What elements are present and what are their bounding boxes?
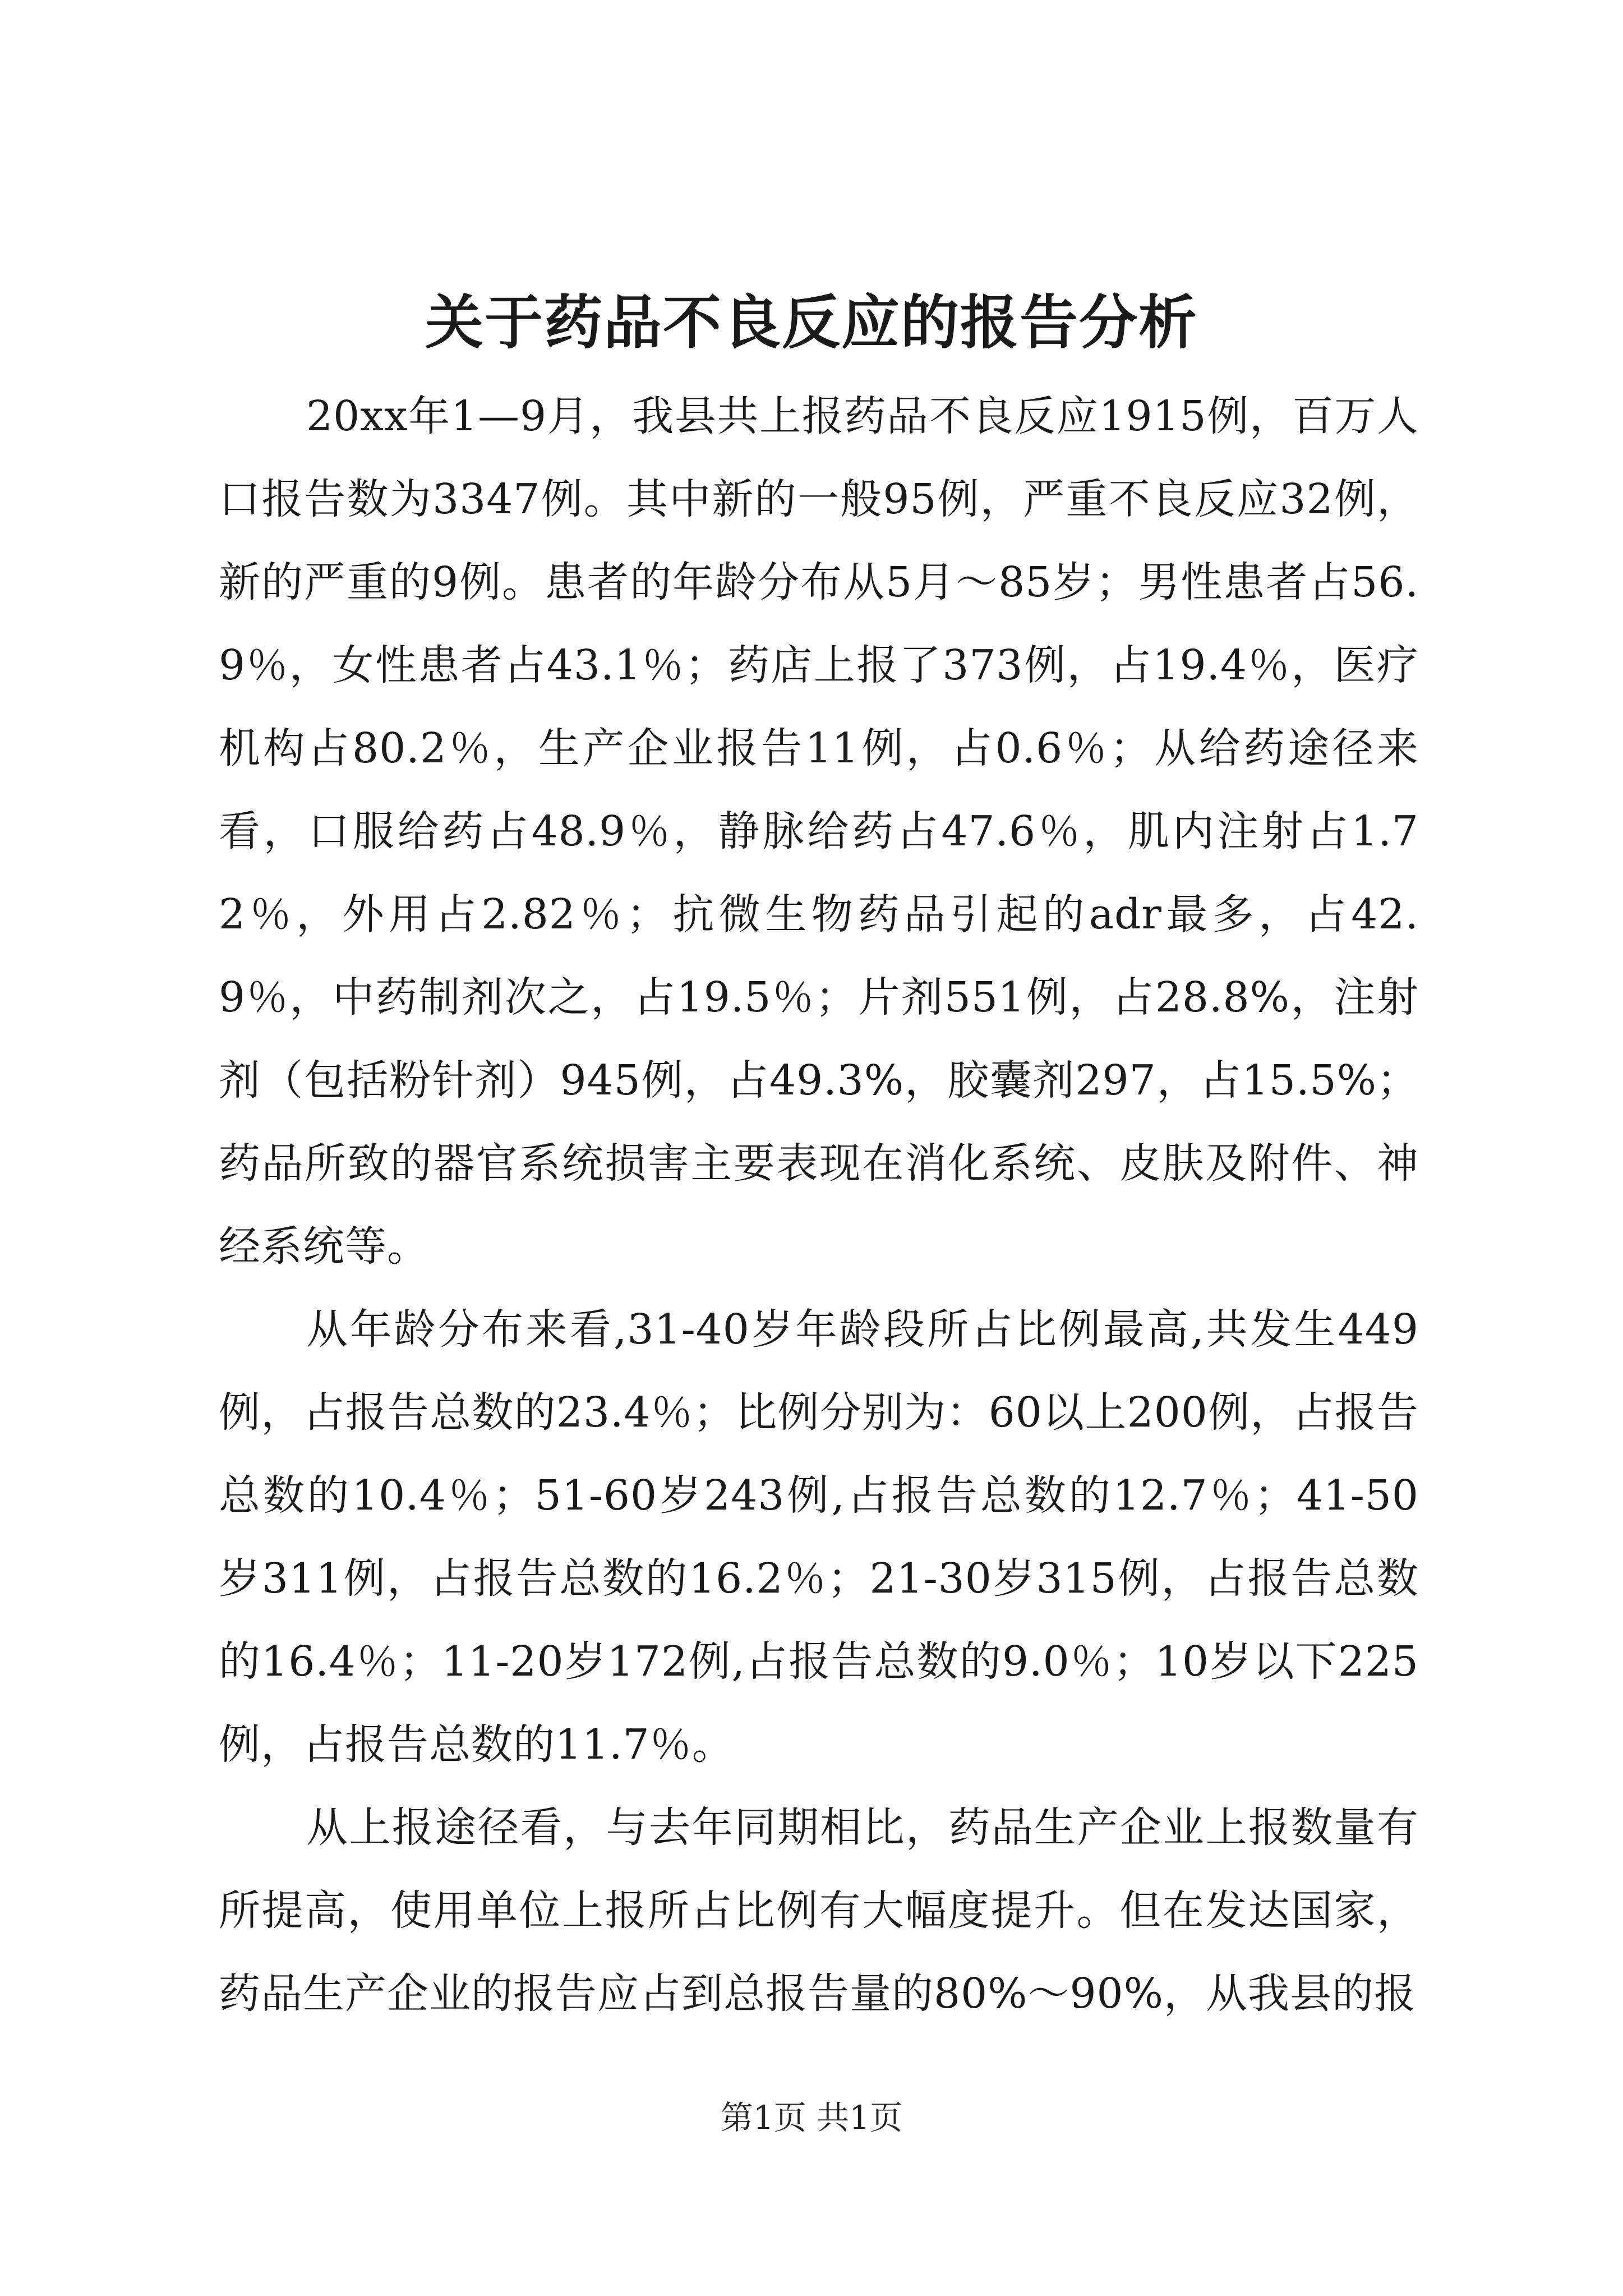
paragraph-age-distribution: 从年龄分布来看,31-40岁年龄段所占比例最高,共发生449例，占报告总数的23.4％；比例分别为：60以上200例，占报告总数的10.4％；51-60岁243例,占报告总数的12.7％；41-50岁311例，占报告总数的16.2％；21-30岁315例，占报告总数的16.4％；11-20岁172例,占报告总数的9.0％；10岁以下225例，占报告总数的11.7％。 — [219, 1305, 1419, 1769]
page-footer: 第1页 共1页 — [720, 2099, 903, 2137]
paragraph-summary: 20xx年1—9月，我县共上报药品不良反应1915例，百万人口报告数为3347例。其中新的一般95例，严重不良反应32例，新的严重的9例。患者的年龄分布从5月～85岁；男性患者占56.9％，女性患者占43.1％；药店上报了373例，占19.4％，医疗机构占80.2％，生产企业报告11例，占0.6％；从给药途径来看，口服给药占48.9％，静脉给药占47.6％，肌内注射占1.72％，外用占2.82％；抗微生物药品引起的adr最多，占42.9％，中药制剂次之，占19.5％；片剂551例，占28.8%，注射剂（包括粉针剂）945例，占49.3%，胶囊剂297，占15.5%；药品所致的器官系统损害主要表现在消化系统、皮肤及附件、神经系统等。 — [219, 392, 1419, 1271]
document-body — [219, 375, 1419, 2035]
paragraph-report-channels: 从上报途径看，与去年同期相比，药品生产企业上报数量有所提高，使用单位上报所占比例有大幅度提升。但在发达国家，药品生产企业的报告应占到总报告量的80%～90%，从我县的报 — [219, 1803, 1419, 2018]
document-title: 关于药品不良反应的报告分析 — [425, 288, 1198, 357]
